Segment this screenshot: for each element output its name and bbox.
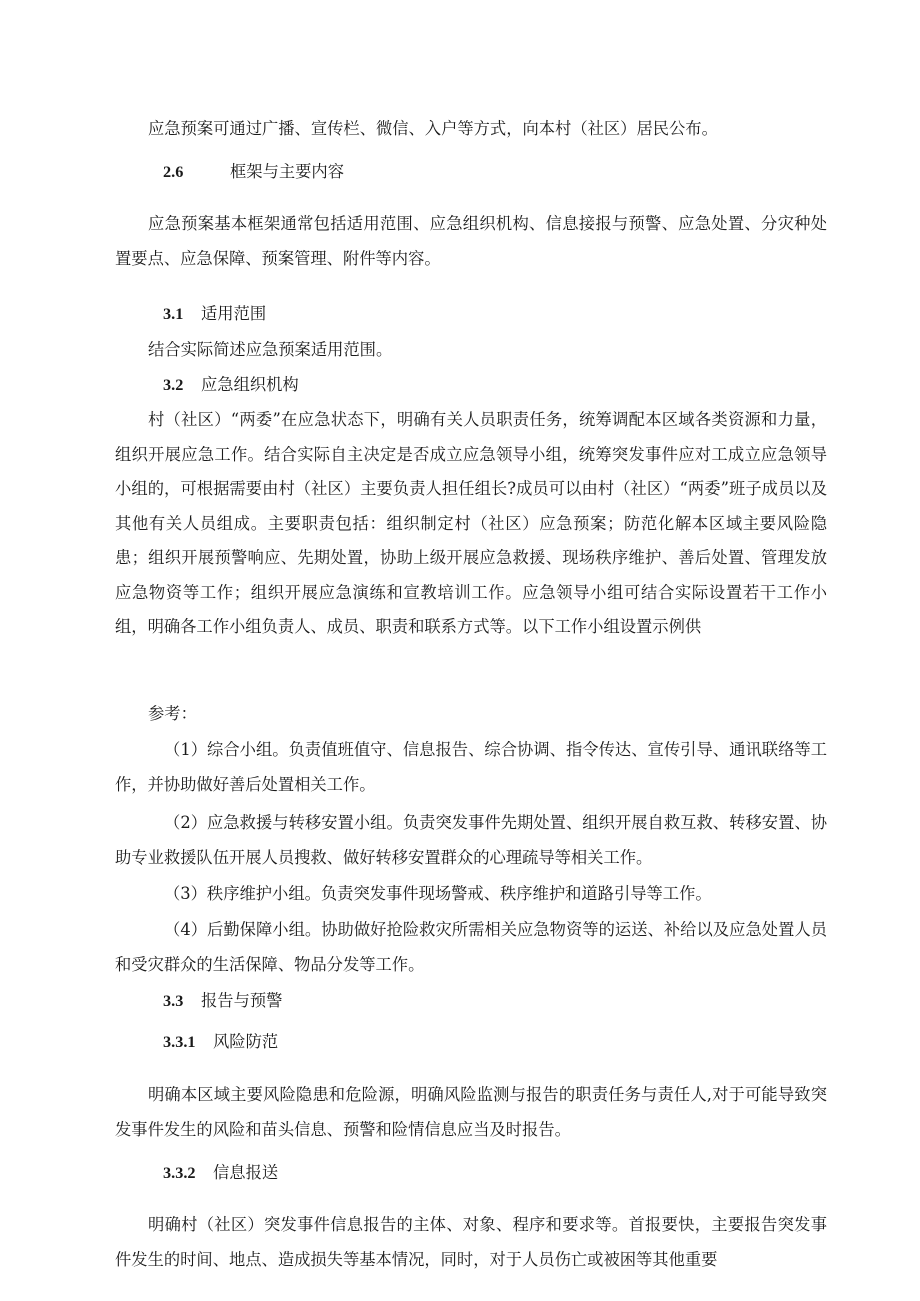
paragraph-framework: 应急预案基本框架通常包括适用范围、应急组织机构、信息接报与预警、应急处置、分灾种处置要点、应急保障、预案管理、附件等内容。 xyxy=(115,214,827,268)
paragraph-reference: 参考： xyxy=(148,704,197,723)
list-item-2: （2）应急救援与转移安置小组。负责突发事件先期处置、组织开展自救互救、转移安置、协助专业救援队伍开展人员搜救、做好转移安置群众的心理疏导等相关工作。 xyxy=(115,813,827,867)
heading-title: 信息报送 xyxy=(213,1163,279,1182)
heading-number: 2.6 xyxy=(163,162,184,181)
list-item-3: （3）秩序维护小组。负责突发事件现场警戒、秩序维护和道路引导等工作。 xyxy=(164,884,712,903)
heading-2-6 xyxy=(163,160,344,184)
paragraph-publish: 应急预案可通过广播、宣传栏、微信、入户等方式，向本村（社区）居民公布。 xyxy=(148,119,718,138)
heading-number: 3.3.1 xyxy=(163,1032,196,1051)
heading-3-2 xyxy=(163,373,299,397)
heading-title: 风险防范 xyxy=(213,1032,279,1051)
heading-3-3 xyxy=(163,989,282,1013)
heading-3-3-1 xyxy=(163,1030,278,1054)
heading-number: 3.3.2 xyxy=(163,1163,196,1182)
paragraph-scope: 结合实际简述应急预案适用范围。 xyxy=(148,340,393,359)
heading-number: 3.3 xyxy=(163,991,184,1010)
heading-number: 3.2 xyxy=(163,375,184,394)
list-item-4: （4）后勤保障小组。协助做好抢险救灾所需相关应急物资等的运送、补给以及应急处置人员和受灾群众的生活保障、物品分发等工作。 xyxy=(115,920,827,974)
paragraph-info: 明确村（社区）突发事件信息报告的主体、对象、程序和要求等。首报要快，主要报告突发事件发生的时间、地点、造成损失等基本情况，同时，对于人员伤亡或被困等其他重要 xyxy=(115,1215,827,1269)
heading-3-3-2 xyxy=(163,1161,278,1185)
heading-number: 3.1 xyxy=(163,304,184,323)
paragraph-risk: 明确本区域主要风险隐患和危险源，明确风险监测与报告的职责任务与责任人,对于可能导致突发事件发生的风险和苗头信息、预警和险情信息应当及时报告。 xyxy=(115,1085,827,1139)
list-item-1: （1）综合小组。负责值班值守、信息报告、综合协调、指令传达、宣传引导、通讯联络等工作，并协助做好善后处置相关工作。 xyxy=(115,740,827,794)
paragraph-organization: 村（社区）“两委”在应急状态下，明确有关人员职责任务，统筹调配本区域各类资源和力量，组织开展应急工作。结合实际自主决定是否成立应急领导小组，统筹突发事件应对工成立应急领导小组的，可根据需要由村（社区）主要负责人担任组长?成员可以由村（社区）“两委”班子成员以及其他有关人员组成。主要职责包括：组织制定村（社区）应急预案；防范化解本区域主要风险隐患；组织开展预警响应、先期处置，协助上级开展应急救援、现场秩序维护、善后处置、管理发放应急物资等工作；组织开展应急演练和宣教培训工作。应急领导小组可结合实际设置若干工作小组，明确各工作小组负责人、成员、职责和联系方式等。以下工作小组设置示例供 xyxy=(115,410,827,636)
heading-title: 应急组织机构 xyxy=(201,375,299,394)
heading-3-1 xyxy=(163,302,266,326)
heading-title: 报告与预警 xyxy=(201,991,283,1010)
heading-title: 适用范围 xyxy=(201,304,267,323)
heading-title: 框架与主要内容 xyxy=(230,162,344,181)
